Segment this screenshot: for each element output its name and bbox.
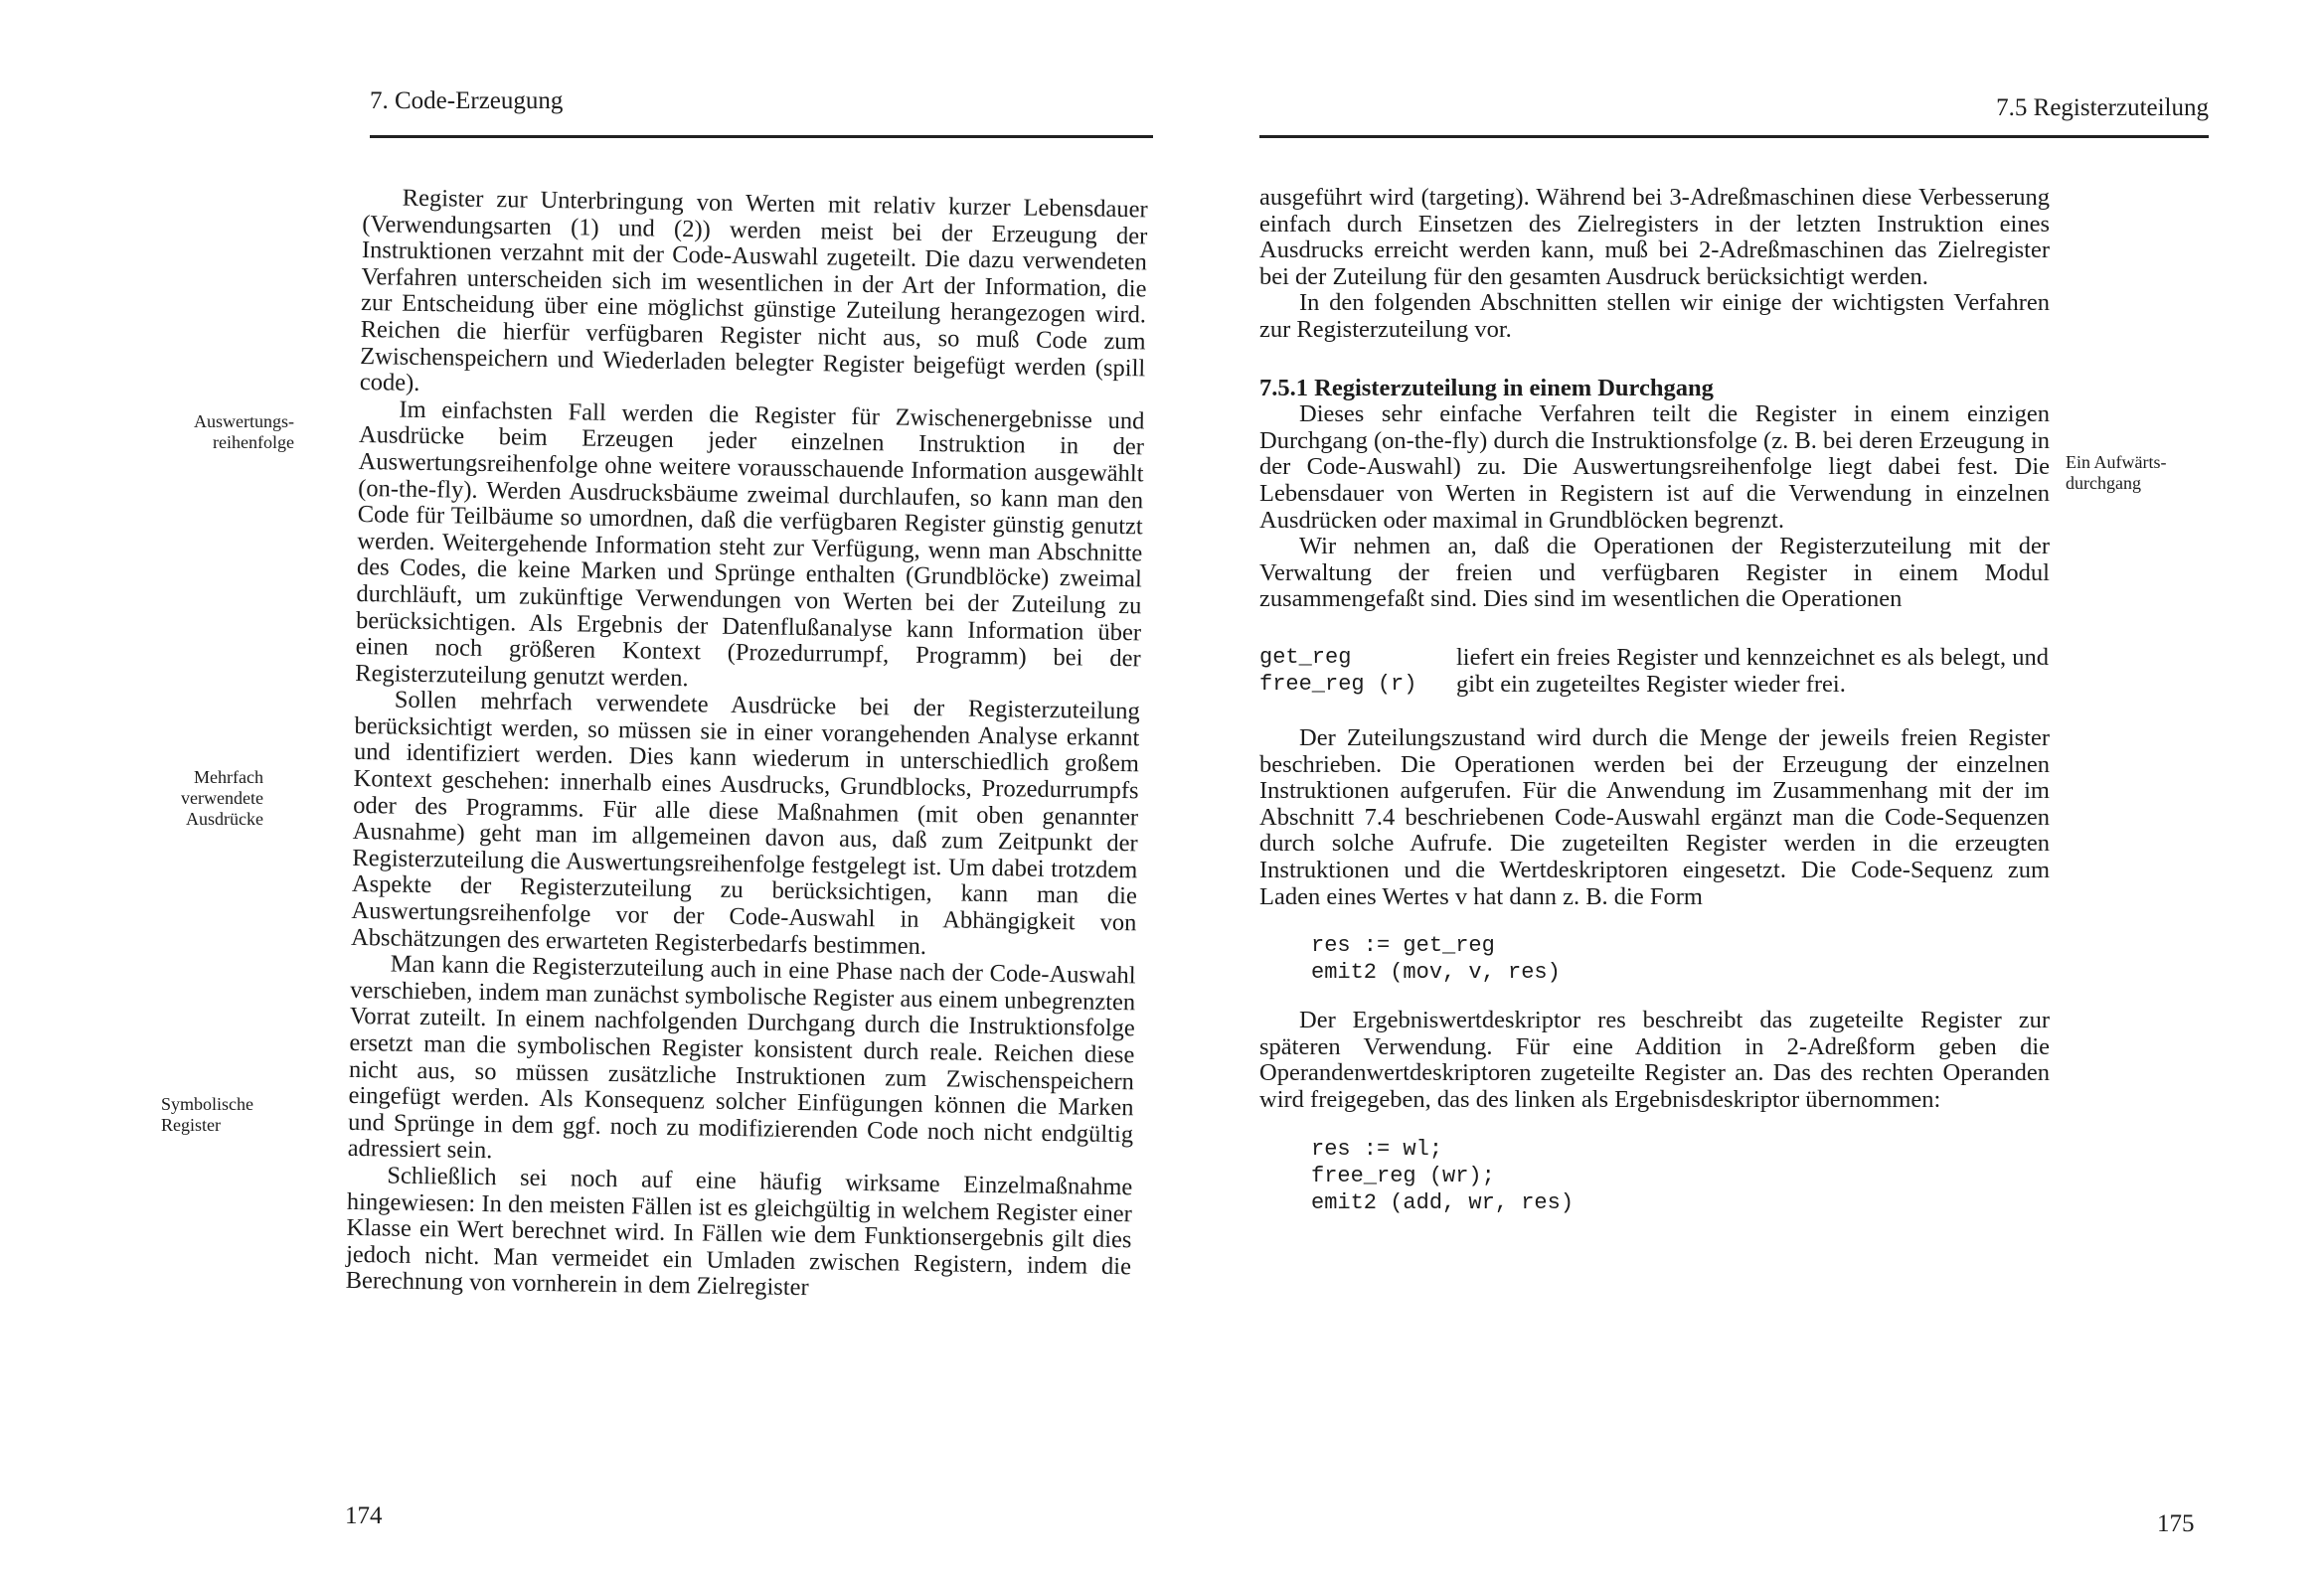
margin-note-text: Auswertungs- reihenfolge xyxy=(194,411,294,452)
running-head-left: 7. Code-Erzeugung xyxy=(370,87,564,114)
code-block-add: res := wl; free_reg (wr); emit2 (add, wr, res) xyxy=(1311,1136,1575,1215)
paragraph: ausgeführt wird (targeting). Während bei 3-Adreßmaschinen diese Verbesserung einfach durch Einsetzen des Zielregisters in der letzten Instruktion eines Ausdrucks erreicht werden kann, muß bei 2-Adreßmaschinen das Zielregister bei der Zuteilung für den gesamten Ausdruck berücksichtigt werden. xyxy=(1259,184,2050,290)
paragraph: Dieses sehr einfache Verfahren teilt die Register in einem einzigen Durchgang (on-the-fly) durch die Instruktionsfolge (z. B. bei deren Erzeugung in der Code-Auswahl) zu. Die Auswertungsreihenfolge liegt dabei fest. Die Lebensdauer von Werten in Registern ist auf die Verwendung in einzelnen Ausdrücken oder maximal in Grundblöcken begrenzt. xyxy=(1259,400,2050,534)
paragraph: Wir nehmen an, daß die Operationen der Registerzuteilung mit der Verwaltung der freien und verfügbaren Register in einem Modul zusammengefaßt sind. Dies sind im wesentlichen die Operationen xyxy=(1259,533,2050,613)
margin-note-auswertungsreihenfolge xyxy=(149,411,294,453)
definition-term: free_reg (r) xyxy=(1259,671,1417,697)
paragraph: In den folgenden Abschnitten stellen wir einige der wichtigsten Verfahren zur Registerzuteilung vor. xyxy=(1259,289,2050,343)
code-block-load: res := get_reg emit2 (mov, v, res) xyxy=(1311,933,1561,986)
paragraph: Der Ergebniswertdeskriptor res beschreibt das zugeteilte Register zur späteren Verwendung. Für eine Addition in 2-Adreßform geben die Operandenwertdeskriptoren zugeteilte Register an. Das des rechten Operanden wird freigegeben, das des linken als Ergebnisdeskriptor übernommen: xyxy=(1259,1007,2050,1114)
margin-note-text: Ein Aufwärts- durchgang xyxy=(2066,452,2167,493)
definition-term: get_reg xyxy=(1259,644,1352,670)
margin-note-mehrfach-verwendete-ausdruecke xyxy=(149,767,263,830)
running-head-right: 7.5 Registerzuteilung xyxy=(1996,94,2209,121)
definition-row xyxy=(1259,672,2050,699)
right-body xyxy=(1259,185,2050,1238)
operation-definitions xyxy=(1259,645,2050,698)
header-rule-right xyxy=(1259,135,2209,138)
paragraph: Im einfachsten Fall werden die Register für Zwischenergebnisse und Ausdrücke beim Erzeugen jeder einzelnen Instruktion in der Auswertungsreihenfolge ohne weitere vorausschauende Information ausgewählt (on-the-fly). Werden Ausdrucksbäume zweimal durchlaufen, so kann man den Code für Teilbäume so umordnen, daß die verfügbaren Register günstig genutzt werden. Weitergehende Information steht zur Verfügung, wenn man Abschnitte des Codes, die keine Marken und Sprünge enthalten (Grundblöcke) zweimal durchläuft, um zukünftige Verwendungen von Werten bei der Zuteilung zu berücksichtigen. Als Ergebnis der Datenflußanalyse kann Information über einen noch größeren Kontext (Prozedurrumpf, Programm) bei der Registerzuteilung genutzt werden. xyxy=(355,395,1145,692)
page-number-right: 175 xyxy=(2157,1510,2195,1537)
right-page xyxy=(1163,0,2324,1577)
margin-note-text: Mehrfach verwendete Ausdrücke xyxy=(181,767,263,829)
margin-note-symbolische-register xyxy=(161,1094,280,1136)
definition-description: liefert ein freies Register und kennzeichnet es als belegt, und xyxy=(1456,643,2049,671)
paragraph: Sollen mehrfach verwendete Ausdrücke bei der Registerzuteilung berücksichtigt werden, so müssen sie in einer vorangehenden Analyse erkannt und identifiziert werden. Dies kann wiederum in unterschiedlich großem Kontext geschehen: innerhalb eines Ausdrucks, Grundblocks, Prozedurrumpfs oder des Programms. Für alle diese Maßnahmen (mit oben genannter Ausnahme) geht man im allgemeinen davon aus, daß zum Zeitpunkt der Registerzuteilung die Auswertungsreihenfolge festgelegt ist. Um dabei trotzdem Aspekte der Registerzuteilung zu berücksichtigen, kann man die Auswertungsreihenfolge vor der Code-Auswahl in Abhängigkeit von Abschätzungen des erwarteten Registerbedarfs bestimmen. xyxy=(350,686,1140,960)
left-body xyxy=(345,185,1147,1307)
margin-note-text: Symbolische Register xyxy=(161,1094,253,1135)
paragraph: Der Zuteilungszustand wird durch die Menge der jeweils freien Register beschrieben. Die Operationen werden bei der Erzeugung der einzelnen Instruktionen aufgerufen. Für die Anwendung im Zusammenhang mit der im Abschnitt 7.4 beschriebenen Code-Auswahl ergänzt man die Code-Sequenzen durch solche Aufrufe. Die zugeteilten Register werden in die erzeugten Instruktionen und die Wertdeskriptoren eingesetzt. Die Code-Sequenz zum Laden eines Wertes v hat dann z. B. die Form xyxy=(1259,724,2050,910)
definition-description: gibt ein zugeteiltes Register wieder frei. xyxy=(1456,670,1846,698)
paragraph: Man kann die Registerzuteilung auch in eine Phase nach der Code-Auswahl verschieben, indem man zunächst symbolische Register aus einem unbegrenzten Vorrat zuteilt. In einem nachfolgenden Durchgang durch die Instruktionsfolge ersetzt man die symbolischen Register konsistent durch reale. Reichen diese nicht aus, so müssen zusätzliche Instruktionen zum Zwischenspeichern eingefügt werden. Als Konsequenz solcher Einfügungen können die Marken und Sprünge in dem ggf. noch zu modifizierenden Code noch nicht endgültig adressiert sein. xyxy=(347,950,1136,1165)
section-heading: 7.5.1 Registerzuteilung in einem Durchgang xyxy=(1259,374,1714,401)
paragraph: Schließlich sei noch auf eine häufig wirksame Einzelmaßnahme hingewiesen: In den meisten Fällen ist es gleichgültig in welchem Register einer Klasse ein Wert berechnet wird. In Fällen wie dem Funktionsergebnis gilt dies jedoch nicht. Man vermeidet ein Umladen zwischen Registern, indem die Berechnung von vornherein in dem Zielregister xyxy=(345,1162,1133,1302)
definition-row xyxy=(1259,645,2050,672)
margin-note-ein-aufwaertsdurchgang xyxy=(2066,452,2230,494)
header-rule-left xyxy=(370,135,1153,138)
page-number-left: 174 xyxy=(345,1502,383,1529)
paragraph: Register zur Unterbringung von Werten mit relativ kurzer Lebensdauer (Verwendungsarten (1) und (2)) werden meist bei der Erzeugung der Instruktionen verzahnt mit der Code-Auswahl zugeteilt. Die dazu verwendeten Verfahren unterscheiden sich im wesentlichen in der Art der Information, die zur Entscheidung über eine möglichst günstige Zuteilung herangezogen wird. Reichen die hierfür verfügbaren Register nicht aus, so muß Code zum Zwischenspeichern und Wiederladen belegter Register beigefügt werden (spill code). xyxy=(359,184,1148,397)
